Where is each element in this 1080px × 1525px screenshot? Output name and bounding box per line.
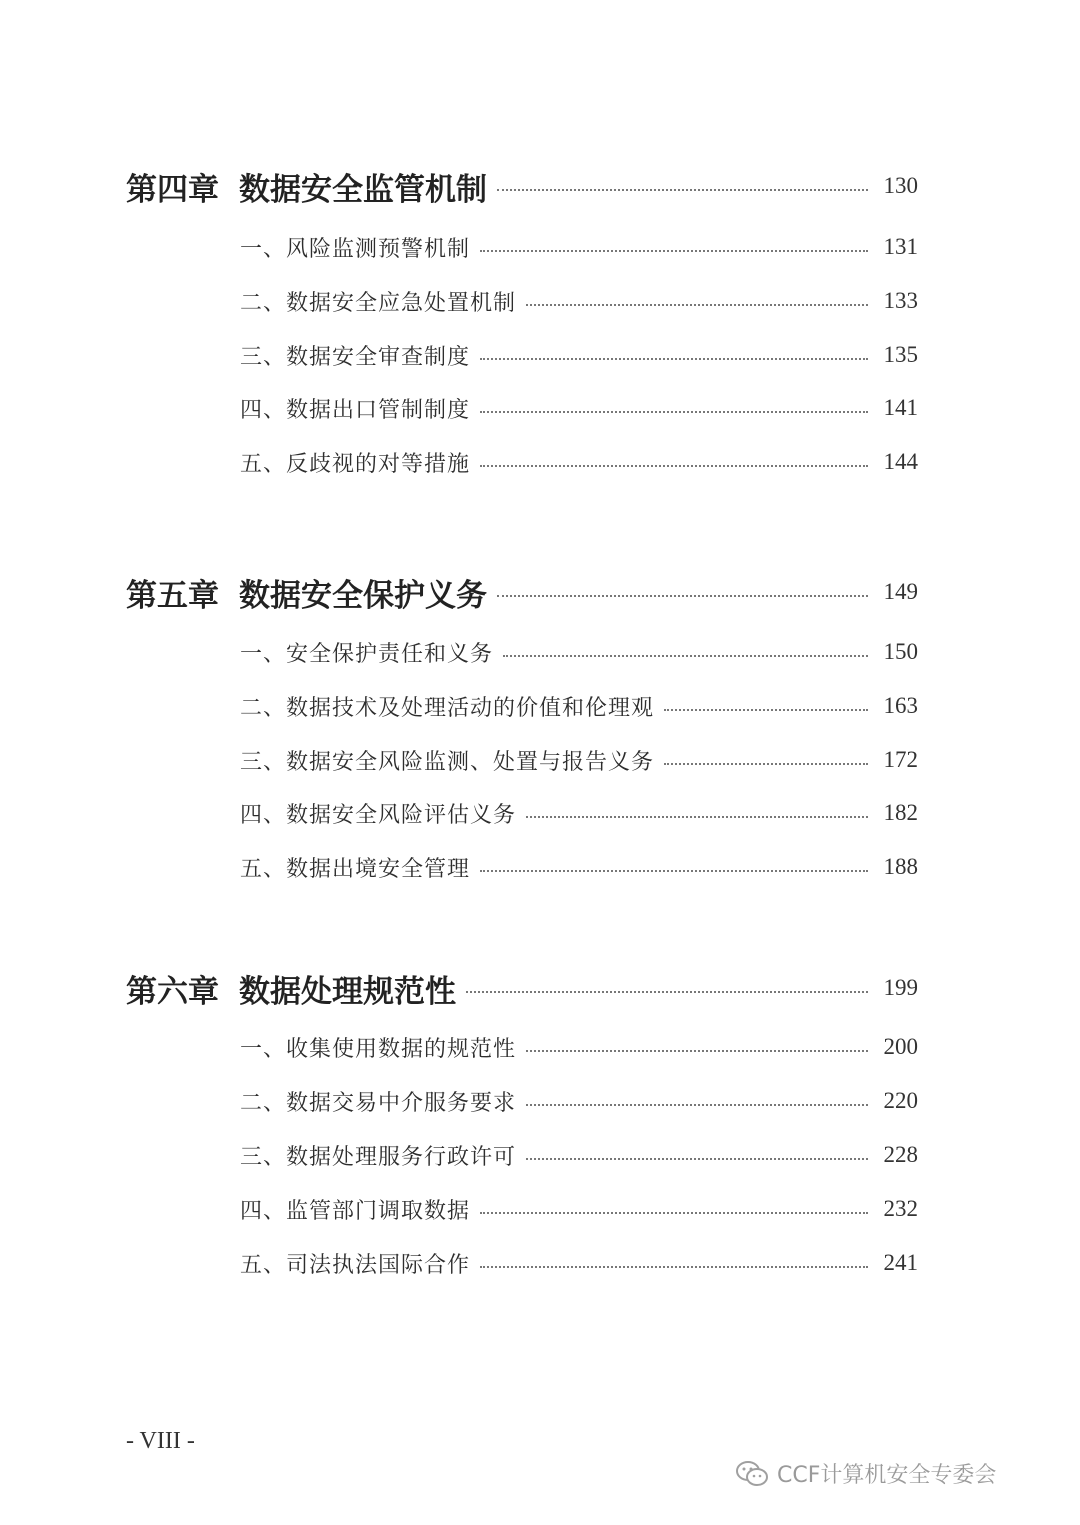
- dot-leader: [497, 595, 868, 597]
- section-title: 四、数据安全风险评估义务: [240, 802, 517, 828]
- toc-entry[interactable]: [240, 1081, 918, 1121]
- section-title: 四、数据出口管制制度: [240, 397, 471, 423]
- toc-entry[interactable]: [240, 442, 918, 482]
- section-title: 一、收集使用数据的规范性: [240, 1036, 517, 1062]
- dot-leader: [480, 1266, 868, 1268]
- section-title: 三、数据处理服务行政许可: [240, 1144, 517, 1170]
- dot-leader: [526, 304, 868, 306]
- toc-entry[interactable]: [240, 686, 918, 726]
- page-number: 220: [883, 1088, 918, 1113]
- chapter-label: 第六章: [126, 973, 219, 1010]
- page-number: 144: [883, 449, 918, 474]
- dot-leader: [480, 250, 868, 252]
- dot-leader: [480, 358, 868, 360]
- page-number: 228: [883, 1142, 918, 1167]
- page-number: 232: [883, 1196, 918, 1221]
- toc-entry[interactable]: [240, 227, 918, 267]
- chapter-title: 数据安全保护义务: [239, 577, 487, 614]
- page-number: 172: [883, 747, 918, 772]
- page-number: 188: [883, 854, 918, 879]
- section-title: 五、数据出境安全管理: [240, 856, 471, 882]
- page-number: 149: [883, 579, 918, 604]
- section-title: 三、数据安全风险监测、处置与报告义务: [240, 749, 655, 775]
- toc-entry[interactable]: [240, 281, 918, 321]
- page-number: 141: [883, 395, 918, 420]
- dot-leader: [526, 1158, 868, 1160]
- toc-entry[interactable]: [240, 1243, 918, 1283]
- section-title: 一、安全保护责任和义务: [240, 641, 494, 667]
- footer-page-number: - VIII -: [126, 1428, 195, 1454]
- page-number: 150: [883, 639, 918, 664]
- section-title: 二、数据技术及处理活动的价值和伦理观: [240, 695, 655, 721]
- page-number: 182: [883, 800, 918, 825]
- toc-entry[interactable]: [240, 632, 918, 672]
- dot-leader: [664, 763, 868, 765]
- page-number: 131: [883, 234, 918, 259]
- dot-leader: [480, 411, 868, 413]
- dot-leader: [480, 1212, 868, 1214]
- toc-entry[interactable]: [240, 1027, 918, 1067]
- toc-entry[interactable]: [240, 1135, 918, 1175]
- wechat-icon: [735, 1459, 769, 1489]
- chapter-title: 数据处理规范性: [239, 973, 456, 1010]
- toc-entry[interactable]: [240, 847, 918, 887]
- chapter-label: 第四章: [126, 171, 219, 208]
- toc-entry[interactable]: [240, 740, 918, 780]
- section-title: 二、数据交易中介服务要求: [240, 1090, 517, 1116]
- dot-leader: [480, 870, 868, 872]
- page-number: 133: [883, 288, 918, 313]
- dot-leader: [526, 816, 868, 818]
- section-title: 五、反歧视的对等措施: [240, 451, 471, 477]
- page-number: 135: [883, 342, 918, 367]
- watermark-text: CCF计算机安全专委会: [777, 1463, 997, 1488]
- chapter-heading[interactable]: [126, 572, 918, 612]
- dot-leader: [466, 991, 868, 993]
- toc-entry[interactable]: [240, 335, 918, 375]
- watermark: [735, 1458, 996, 1489]
- chapter-heading[interactable]: [126, 968, 918, 1008]
- dot-leader: [664, 709, 868, 711]
- chapter-title: 数据安全监管机制: [239, 171, 487, 208]
- page-number: 241: [883, 1250, 918, 1275]
- dot-leader: [480, 465, 868, 467]
- toc-entry[interactable]: [240, 1189, 918, 1229]
- toc-entry[interactable]: [240, 388, 918, 428]
- page-number: 163: [883, 693, 918, 718]
- section-title: 三、数据安全审查制度: [240, 344, 471, 370]
- dot-leader: [497, 189, 868, 191]
- toc-entry[interactable]: [240, 793, 918, 833]
- dot-leader: [503, 655, 868, 657]
- section-title: 五、司法执法国际合作: [240, 1252, 471, 1278]
- section-title: 四、监管部门调取数据: [240, 1198, 471, 1224]
- section-title: 二、数据安全应急处置机制: [240, 290, 517, 316]
- chapter-heading[interactable]: [126, 166, 918, 206]
- section-title: 一、风险监测预警机制: [240, 236, 471, 262]
- page-number: 130: [883, 173, 918, 198]
- dot-leader: [526, 1104, 868, 1106]
- dot-leader: [526, 1050, 868, 1052]
- page-number: 200: [883, 1034, 918, 1059]
- page-number: 199: [883, 975, 918, 1000]
- chapter-label: 第五章: [126, 577, 219, 614]
